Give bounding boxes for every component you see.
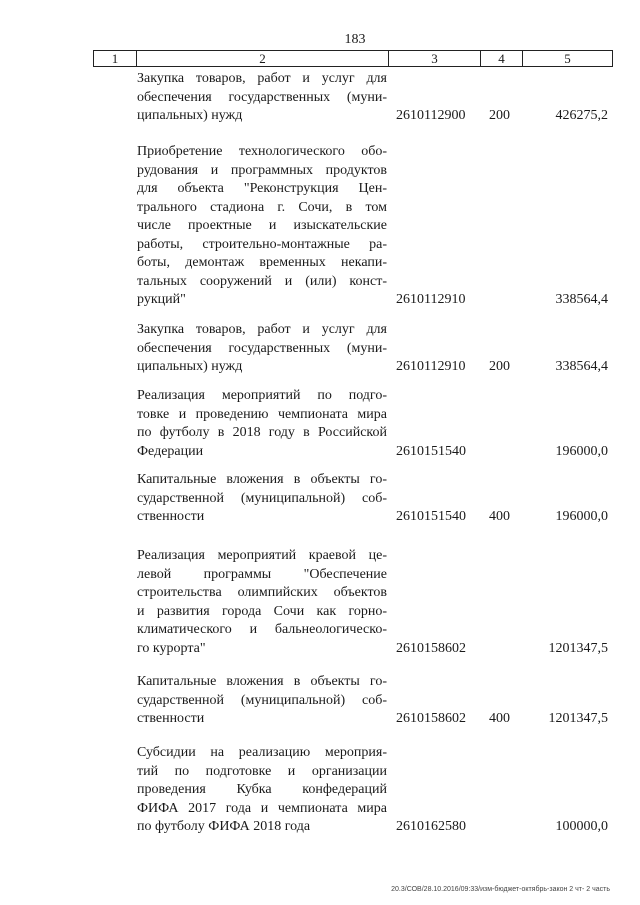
- row-amount: 196000,0: [555, 443, 608, 459]
- description-line: ФИФА 2017 года и чемпионата мира: [137, 800, 387, 816]
- row-code: 2610151540: [396, 509, 466, 524]
- header-col-2: 2: [137, 51, 389, 66]
- header-col-5: 5: [564, 51, 571, 66]
- row-description: [137, 547, 387, 658]
- row-code: 2610158602: [396, 711, 466, 726]
- description-line: Капитальные вложения в объекты го-: [137, 472, 387, 487]
- description-line: сударственной (муниципальной) соб-: [137, 692, 387, 708]
- description-line: тальных сооружений и (или) конст-: [137, 273, 387, 289]
- table-header: [93, 50, 613, 67]
- description-line: Реализация мероприятий краевой це-: [137, 548, 387, 563]
- description-line: трального стадиона г. Сочи, в том: [137, 199, 387, 215]
- row-amount: 338564,4: [555, 292, 608, 307]
- description-line: сударственной (муниципальной) соб-: [137, 490, 387, 506]
- description-line: для объекта "Реконструкция Цен-: [137, 181, 387, 196]
- description-line: и развития города Сочи как горно-: [137, 603, 387, 619]
- document-footer-stamp: 20.3/СОВ/28.10.2016/09:33/изм-бюджет-октябрь-закон 2 чт- 2 часть: [391, 886, 610, 893]
- row-description: [137, 321, 387, 377]
- description-line: товке и проведению чемпионата мира: [137, 406, 387, 422]
- row-code: 2610158602: [396, 640, 466, 656]
- row-amount: 426275,2: [555, 108, 608, 123]
- description-line: Закупка товаров, работ и услуг для: [137, 322, 387, 337]
- description-line: обеспечения государственных (муни-: [137, 89, 387, 105]
- description-line: климатического и бальнеологическо-: [137, 622, 387, 637]
- row-code: 2610112910: [396, 292, 466, 307]
- row-expense-type: 200: [489, 108, 510, 123]
- row-code: 2610112910: [396, 359, 466, 374]
- description-line: Федерации: [137, 443, 204, 459]
- page-number: 183: [344, 32, 366, 47]
- description-line: строительства олимпийских объектов: [137, 585, 387, 600]
- description-line: проведения Кубка конфедераций: [137, 782, 387, 797]
- description-line: го курорта": [137, 640, 206, 656]
- row-amount: 338564,4: [555, 359, 608, 374]
- row-amount: 1201347,5: [548, 640, 608, 656]
- row-amount: 196000,0: [555, 509, 608, 524]
- row-description: [137, 673, 387, 729]
- header-col-4: 4: [481, 51, 523, 66]
- row-description: [137, 143, 387, 310]
- description-line: рудования и программных продуктов: [137, 162, 387, 178]
- row-code: 2610162580: [396, 819, 466, 834]
- description-line: обеспечения государственных (муни-: [137, 340, 387, 356]
- description-line: рукций": [137, 292, 186, 307]
- description-line: работы, строительно-монтажные ра-: [137, 236, 387, 252]
- description-line: Капитальные вложения в объекты го-: [137, 674, 387, 689]
- description-line: по футболу в 2018 году в Российской: [137, 425, 387, 440]
- row-expense-type: 200: [489, 359, 510, 374]
- description-line: по футболу ФИФА 2018 года: [137, 819, 311, 834]
- row-amount: 100000,0: [555, 819, 608, 834]
- row-expense-type: 400: [489, 509, 510, 524]
- header-col-1: 1: [94, 51, 137, 66]
- description-line: ципальных) нужд: [137, 108, 243, 123]
- row-description: [137, 471, 387, 527]
- description-line: Закупка товаров, работ и услуг для: [137, 71, 387, 86]
- row-code: 2610112900: [396, 108, 466, 123]
- row-expense-type: 400: [489, 711, 510, 726]
- description-line: левой программы "Обеспечение: [137, 566, 387, 582]
- description-line: числе проектные и изыскательские: [137, 218, 387, 233]
- description-line: тий по подготовке и организации: [137, 763, 387, 779]
- description-line: ципальных) нужд: [137, 359, 243, 374]
- description-line: ственности: [137, 509, 205, 524]
- description-line: Приобретение технологического обо-: [137, 144, 387, 159]
- description-line: Реализация мероприятий по подго-: [137, 388, 387, 403]
- row-code: 2610151540: [396, 443, 466, 459]
- description-line: Субсидии на реализацию мероприя-: [137, 745, 387, 760]
- description-line: боты, демонтаж временных некапи-: [137, 255, 387, 270]
- row-amount: 1201347,5: [548, 711, 608, 726]
- description-line: ственности: [137, 711, 205, 726]
- header-col-3: 3: [389, 51, 481, 66]
- row-description: [137, 744, 387, 837]
- row-description: [137, 387, 387, 461]
- row-description: [137, 70, 387, 126]
